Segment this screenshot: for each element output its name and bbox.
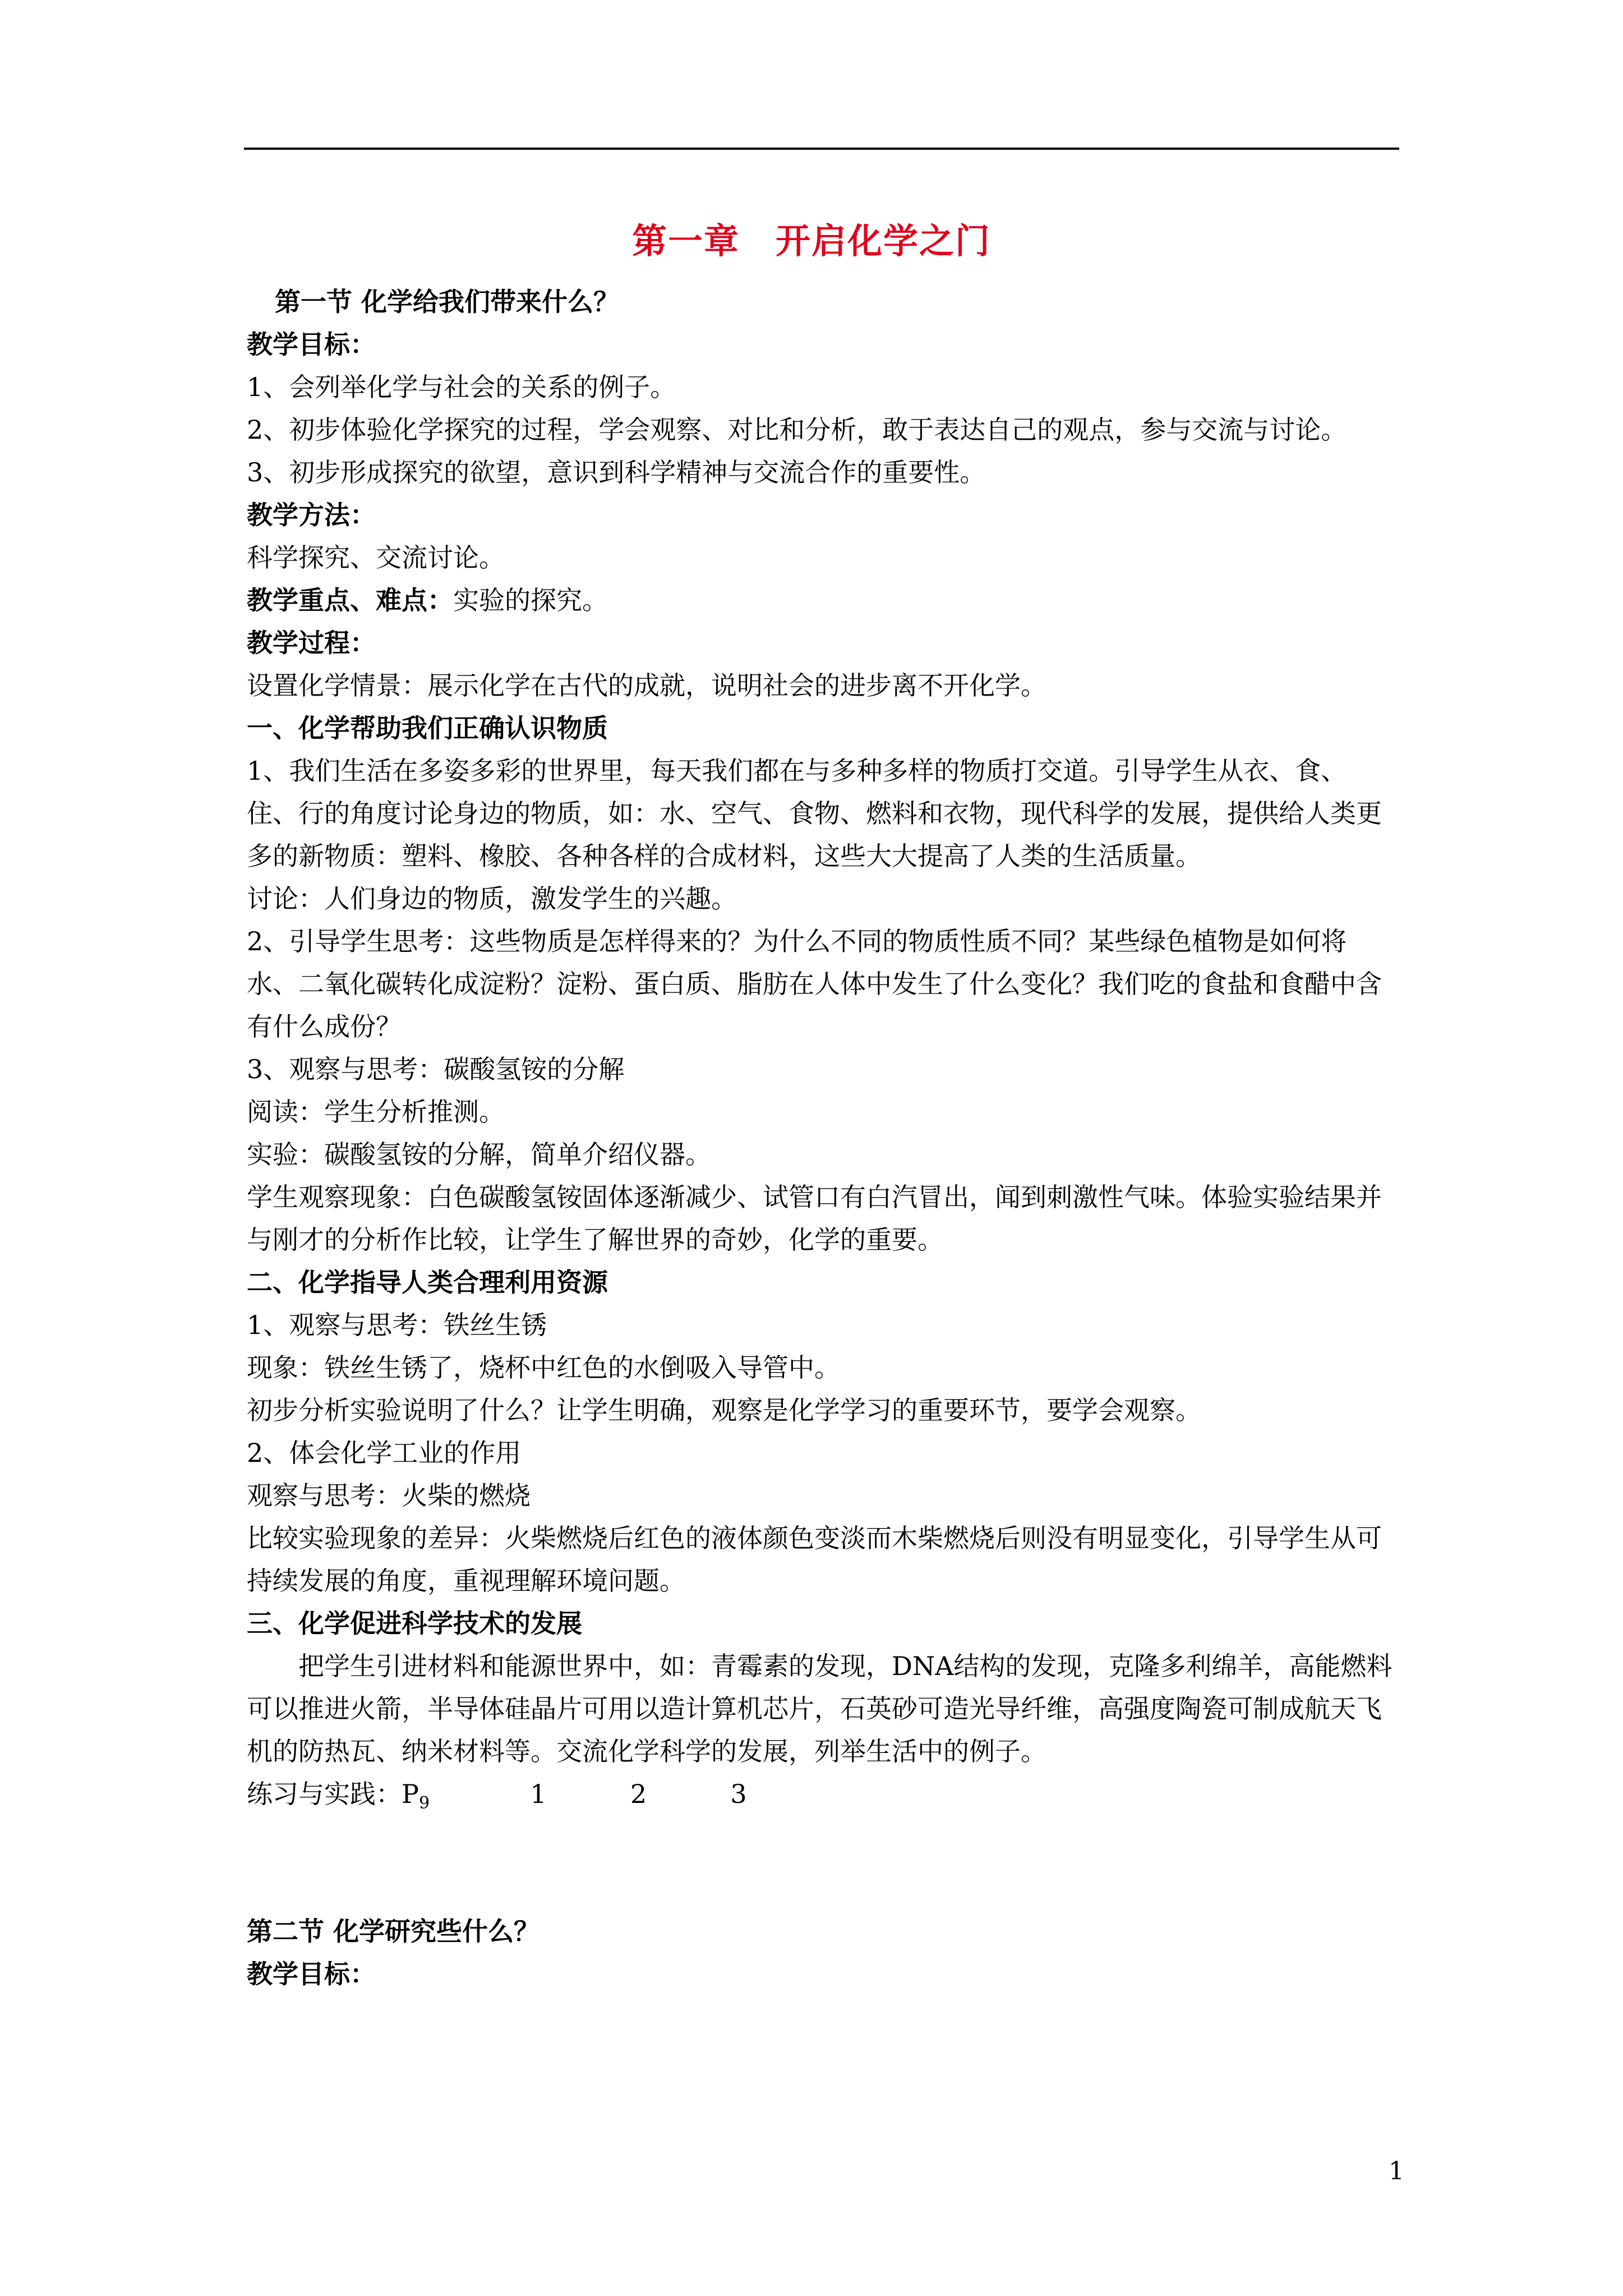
part2-paragraph: 比较实验现象的差异：火柴燃烧后红色的液体颜色变淡而木柴燃烧后则没有明显变化，引导学生从可持续发展的角度，重视理解环境问题。 bbox=[247, 1523, 1382, 1596]
part2-paragraph: 初步分析实验说明了什么？让学生明确，观察是化学学习的重要环节，要学会观察。 bbox=[247, 1395, 1201, 1425]
part2-heading: 二、化学指导人类合理利用资源 bbox=[247, 1267, 608, 1297]
part1-paragraph: 阅读：学生分析推测。 bbox=[247, 1097, 505, 1127]
part2-paragraph: 观察与思考：火柴的燃烧 bbox=[247, 1480, 531, 1511]
focus-text: 实验的探究。 bbox=[453, 585, 608, 615]
focus-label: 教学重点、难点： bbox=[247, 585, 453, 615]
practice-page: 9 bbox=[418, 1793, 430, 1814]
methods-label: 教学方法： bbox=[247, 500, 376, 530]
practice-item: 3 bbox=[730, 1779, 747, 1809]
practice-item: 2 bbox=[630, 1779, 647, 1809]
practice-line bbox=[247, 1773, 1396, 1825]
process-label: 教学过程： bbox=[247, 628, 376, 658]
focus-line bbox=[247, 579, 1396, 622]
part1-paragraph: 讨论：人们身边的物质，激发学生的兴趣。 bbox=[247, 884, 737, 914]
objective-item: 1、会列举化学与社会的关系的例子。 bbox=[247, 372, 676, 402]
part2-paragraph: 1、观察与思考：铁丝生锈 bbox=[247, 1310, 547, 1340]
part2-paragraph: 2、体会化学工业的作用 bbox=[247, 1438, 522, 1468]
methods-text: 科学探究、交流讨论。 bbox=[247, 542, 505, 573]
scene-text: 设置化学情景：展示化学在古代的成就，说明社会的进步离不开化学。 bbox=[247, 670, 1046, 701]
part1-heading: 一、化学帮助我们正确认识物质 bbox=[247, 713, 608, 743]
part3-paragraph: 把学生引进材料和能源世界中，如：青霉素的发现，DNA结构的发现，克隆多利绵羊，高能燃料可以推进火箭，半导体硅晶片可用以造计算机芯片，石英砂可造光导纤维，高强度陶瓷可制成航天飞机的防热瓦、纳米材料等。交流化学科学的发展，列举生活中的例子。 bbox=[247, 1651, 1393, 1766]
section2-heading: 第二节 化学研究些什么？ bbox=[247, 1916, 540, 1947]
section1-heading: 第一节 化学给我们带来什么？ bbox=[275, 287, 620, 317]
objectives-label: 教学目标： bbox=[247, 329, 376, 360]
objective-item: 2、初步体验化学探究的过程，学会观察、对比和分析，敢于表达自己的观点，参与交流与讨论。 bbox=[247, 415, 1347, 445]
practice-label: 练习与实践：P bbox=[247, 1779, 419, 1809]
document-body bbox=[247, 280, 1396, 1995]
part1-paragraph: 2、引导学生思考：这些物质是怎样得来的？为什么不同的物质性质不同？某些绿色植物是如何将水、二氧化碳转化成淀粉？淀粉、蛋白质、脂肪在人体中发生了什么变化？我们吃的食盐和食醋中含有什么成份？ bbox=[247, 926, 1382, 1042]
chapter-title: 第一章 开启化学之门 bbox=[631, 220, 991, 261]
part1-paragraph: 1、我们生活在多姿多彩的世界里，每天我们都在与多种多样的物质打交道。引导学生从衣、食、住、行的角度讨论身边的物质，如：水、空气、食物、燃料和衣物，现代科学的发展，提供给人类更多的新物质：塑料、橡胶、各种各样的合成材料，这些大大提高了人类的生活质量。 bbox=[247, 756, 1382, 871]
part1-paragraph: 学生观察现象：白色碳酸氢铵固体逐渐减少、试管口有白汽冒出，闻到刺激性气味。体验实验结果并与刚才的分析作比较，让学生了解世界的奇妙，化学的重要。 bbox=[247, 1182, 1382, 1255]
part1-paragraph: 3、观察与思考：碳酸氢铵的分解 bbox=[247, 1054, 625, 1084]
part1-paragraph: 实验：碳酸氢铵的分解，简单介绍仪器。 bbox=[247, 1139, 711, 1170]
section2-objectives-label: 教学目标： bbox=[247, 1959, 376, 1990]
part2-paragraph: 现象：铁丝生锈了，烧杯中红色的水倒吸入导管中。 bbox=[247, 1352, 840, 1383]
header-rule bbox=[244, 148, 1399, 150]
page-number: 1 bbox=[1389, 2157, 1404, 2185]
objective-item: 3、初步形成探究的欲望，意识到科学精神与交流合作的重要性。 bbox=[247, 457, 986, 487]
part3-heading: 三、化学促进科学技术的发展 bbox=[247, 1608, 582, 1639]
practice-item: 1 bbox=[530, 1779, 547, 1809]
